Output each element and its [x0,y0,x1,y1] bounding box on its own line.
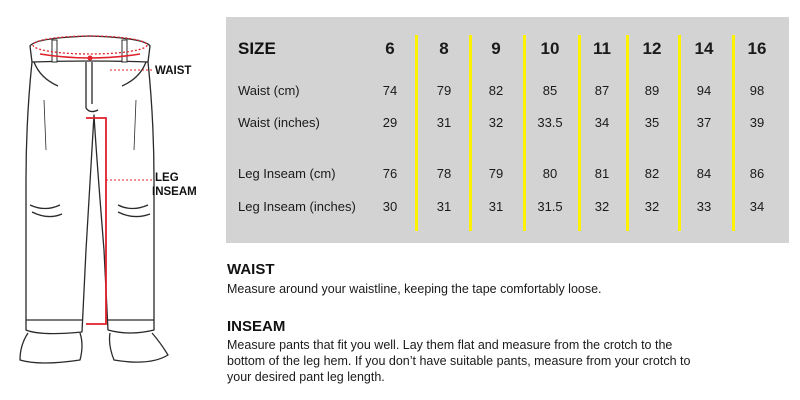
table-cell: 32 [594,199,610,214]
yellow-divider [678,35,681,231]
table-cell: 32 [644,199,660,214]
table-cell: 87 [594,83,610,98]
table-cell: 86 [749,166,765,181]
row-label: Waist (cm) [238,83,300,98]
size-header: SIZE [238,39,276,58]
yellow-divider [578,35,581,231]
table-cell: 94 [696,83,712,98]
size-col-header: 14 [694,39,714,58]
table-cell: 34 [594,115,610,130]
inseam-callout: INSEAM [152,186,197,198]
table-cell: 29 [382,115,398,130]
table-cell: 98 [749,83,765,98]
table-cell: 80 [542,166,558,181]
inseam-line: Measure pants that fit you well. Lay them flat and measure from the crotch to the [227,338,673,352]
size-col-header: 8 [439,39,449,58]
waist-instructions: Measure around your waistline, keeping the tape comfortably loose. [227,282,602,296]
table-cell: 74 [382,83,398,98]
yellow-divider [523,35,526,231]
row-label: Leg Inseam (inches) [238,199,356,214]
waist-title: WAIST [227,261,275,278]
size-col-header: 6 [385,39,395,58]
size-chart [226,17,789,243]
yellow-divider [732,35,735,231]
yellow-divider [415,35,418,231]
table-cell: 79 [488,166,504,181]
table-cell: 35 [644,115,660,130]
yellow-divider [469,35,472,231]
table-cell: 39 [749,115,765,130]
inseam-line: your desired pant leg length. [227,370,385,384]
table-cell: 79 [436,83,452,98]
size-col-header: 12 [642,39,662,58]
table-cell: 84 [696,166,712,181]
table-cell: 81 [594,166,610,181]
inseam-instructions [227,337,797,385]
table-cell: 31 [436,115,452,130]
inseam-line: bottom of the leg hem. If you don’t have suitable pants, measure from your crotch to [227,354,691,368]
table-cell: 37 [696,115,712,130]
table-cell: 31 [488,199,504,214]
pants-illustration [0,0,225,400]
table-cell: 30 [382,199,398,214]
size-col-header: 16 [747,39,767,58]
table-cell: 34 [749,199,765,214]
table-cell: 33 [696,199,712,214]
table-cell: 32 [488,115,504,130]
table-cell: 89 [644,83,660,98]
table-cell: 82 [488,83,504,98]
waist-callout: WAIST [155,65,192,77]
inseam-title: INSEAM [227,318,286,335]
yellow-divider [626,35,629,231]
size-col-header: 10 [540,39,560,58]
table-cell: 78 [436,166,452,181]
size-col-header: 11 [593,39,611,58]
leg-callout: LEG [155,172,179,184]
size-col-header: 9 [491,39,501,58]
row-label: Waist (inches) [238,115,320,130]
table-cell: 76 [382,166,398,181]
table-cell: 33.5 [537,115,563,130]
row-label: Leg Inseam (cm) [238,166,336,181]
table-cell: 31.5 [537,199,563,214]
table-cell: 31 [436,199,452,214]
table-cell: 85 [542,83,558,98]
table-cell: 82 [644,166,660,181]
